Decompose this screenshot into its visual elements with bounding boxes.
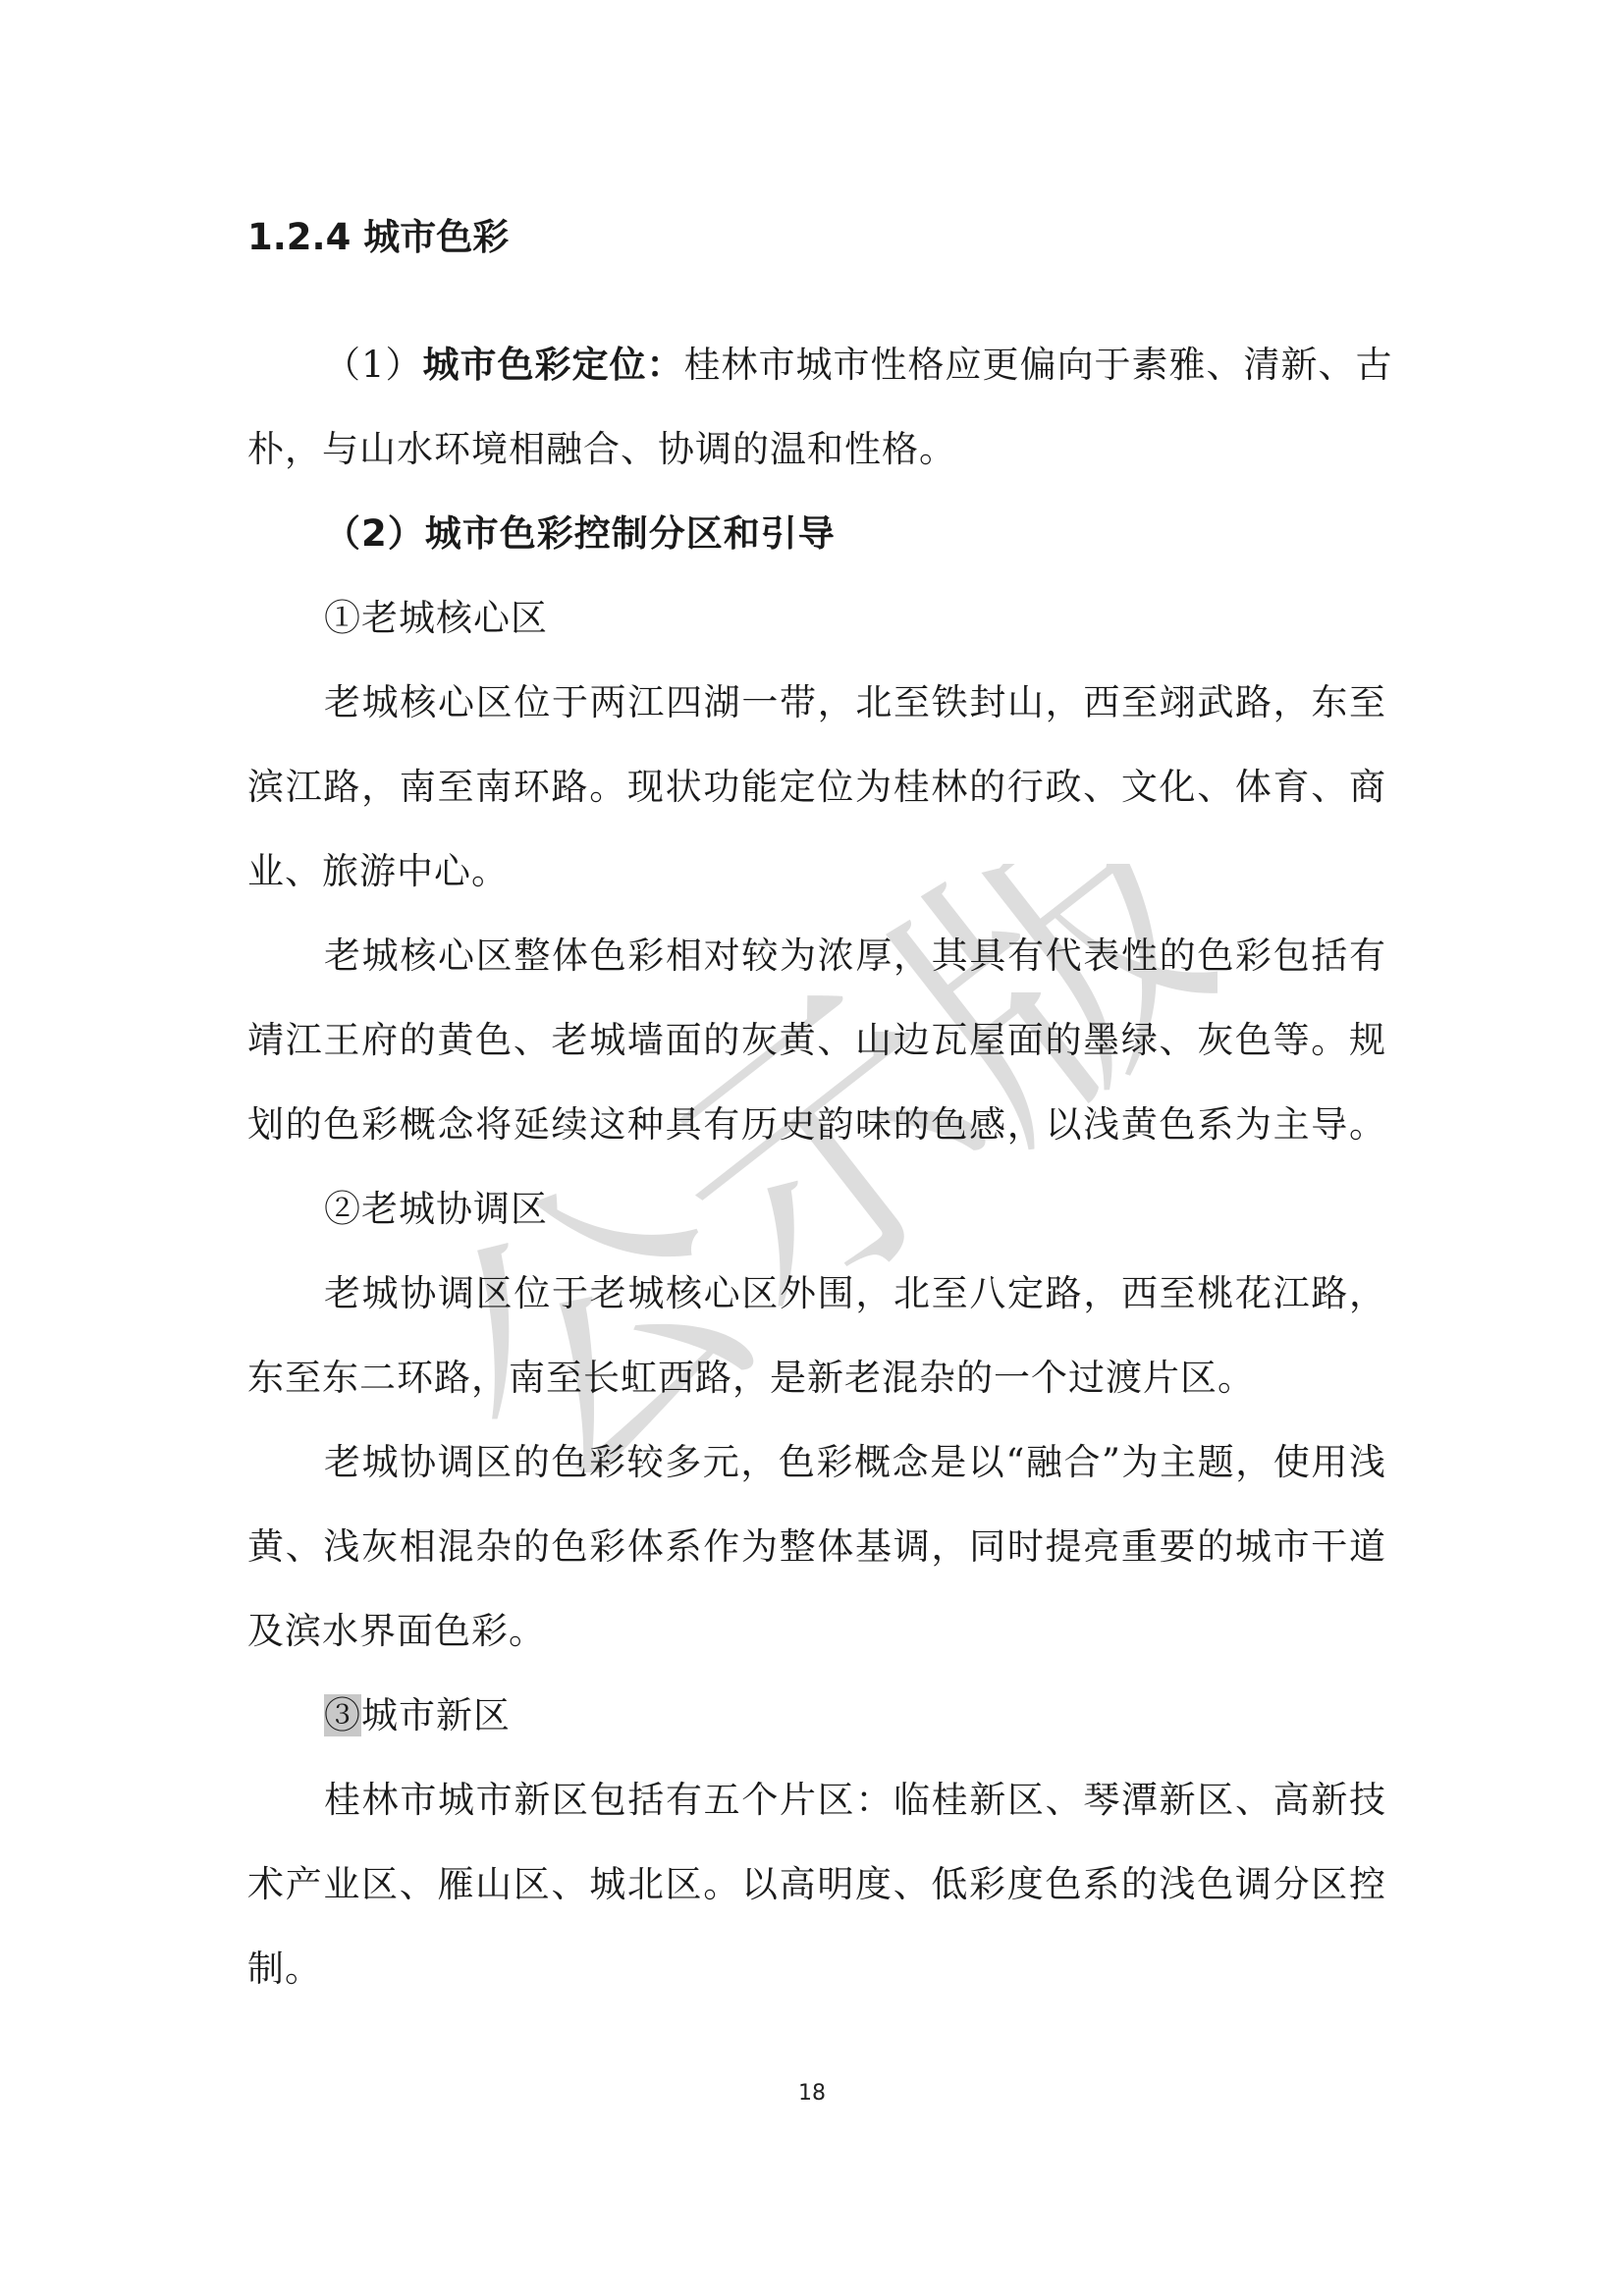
zone3-marker: ③ <box>324 1694 361 1736</box>
zone1-desc-line-3: 业、旅游中心。 <box>247 850 509 892</box>
zone2-color-line-1: 老城协调区的色彩较多元，色彩概念是以“融合”为主题，使用浅 <box>324 1441 1386 1483</box>
p1-line-1: （1）城市色彩定位：桂林市城市性格应更偏向于素雅、清新、古 <box>324 344 1393 386</box>
zone1-color-line-3: 划的色彩概念将延续这种具有历史韵味的色感，以浅黄色系为主导。 <box>247 1103 1386 1146</box>
section-heading: 1.2.4 城市色彩 <box>247 216 510 258</box>
zone2-desc-line-1: 老城协调区位于老城核心区外围，北至八定路，西至桃花江路， <box>324 1272 1386 1314</box>
zone1-title: ①老城核心区 <box>324 597 548 639</box>
zone3-title: ③城市新区 <box>324 1694 511 1736</box>
zone3-desc-line-3: 制。 <box>247 1948 322 1990</box>
page-number: 18 <box>798 2081 826 2106</box>
zone1-color-line-1: 老城核心区整体色彩相对较为浓厚，其具有代表性的色彩包括有 <box>324 934 1386 977</box>
p1-line-2: 朴，与山水环境相融合、协调的温和性格。 <box>247 428 956 470</box>
zone3-desc-line-2: 术产业区、雁山区、城北区。以高明度、低彩度色系的浅色调分区控 <box>247 1863 1386 1905</box>
zone1-desc-line-2: 滨江路，南至南环路。现状功能定位为桂林的行政、文化、体育、商 <box>247 766 1386 808</box>
watermark-text: 公示版 <box>471 864 1218 1472</box>
zone1-desc-line-1: 老城核心区位于两江四湖一带，北至铁封山，西至翊武路，东至 <box>324 681 1386 723</box>
zone2-title: ②老城协调区 <box>324 1188 548 1230</box>
zone2-desc-line-2: 东至东二环路，南至长虹西路，是新老混杂的一个过渡片区。 <box>247 1357 1255 1399</box>
zone1-color-line-2: 靖江王府的黄色、老城墙面的灰黄、山边瓦屋面的墨绿、灰色等。规 <box>247 1019 1386 1061</box>
zone2-color-line-3: 及滨水界面色彩。 <box>247 1610 546 1652</box>
control-zones-heading: （2）城市色彩控制分区和引导 <box>324 512 836 555</box>
zone2-color-line-2: 黄、浅灰相混杂的色彩体系作为整体基调，同时提亮重要的城市干道 <box>247 1525 1386 1568</box>
zone3-desc-line-1: 桂林市城市新区包括有五个片区：临桂新区、琴潭新区、高新技 <box>324 1779 1386 1821</box>
